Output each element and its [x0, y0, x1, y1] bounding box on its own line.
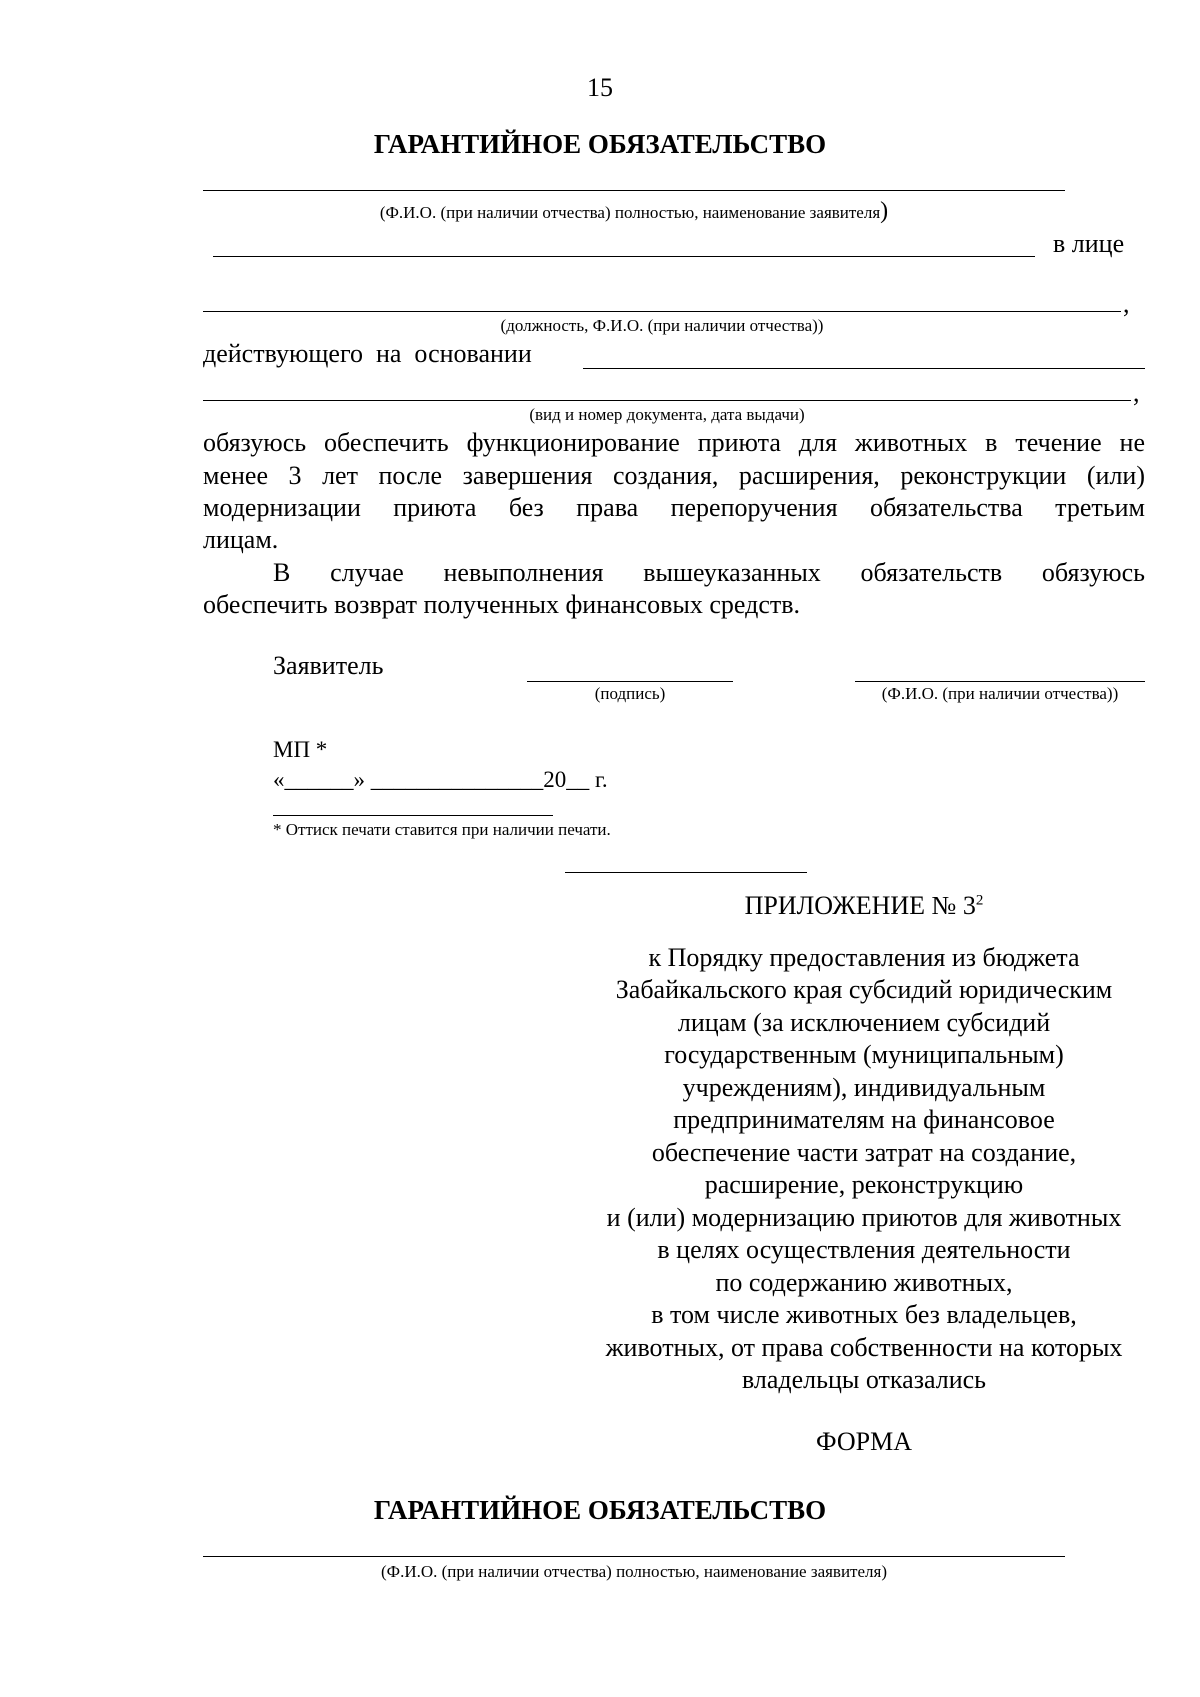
appendix-line-6: предпринимателям на финансовое: [673, 1105, 1055, 1134]
paragraph-2-line-1: В случае невыполнения вышеуказанных обязательств обязуюсь: [273, 558, 1145, 587]
appendix-line-14: владельцы отказались: [741, 1365, 987, 1394]
signature-caption: (подпись): [594, 684, 666, 703]
appendix-heading: [583, 890, 1145, 922]
appendix-line-8: расширение, реконструкцию: [704, 1170, 1024, 1199]
appendix-line-11: по содержанию животных,: [715, 1268, 1013, 1297]
form-2-title: ГАРАНТИЙНОЕ ОБЯЗАТЕЛЬСТВО: [373, 1495, 827, 1525]
in-person-line: [213, 256, 1035, 257]
fio-line: [855, 681, 1145, 682]
form-title: ГАРАНТИЙНОЕ ОБЯЗАТЕЛЬСТВО: [373, 129, 827, 159]
paragraph-1-line-3: модернизации приюта без права перепоручения обязательства третьим: [203, 493, 1145, 522]
applicant-caption-paren: ): [880, 198, 889, 224]
appendix-line-10: в целях осуществления деятельности: [657, 1235, 1071, 1264]
position-line: [203, 311, 1121, 312]
appendix-heading-text: ПРИЛОЖЕНИЕ № 3: [744, 891, 976, 920]
fio-caption: (Ф.И.О. (при наличии отчества)): [881, 684, 1119, 703]
paragraph-1-line-2: менее 3 лет после завершения создания, расширения, реконструкции (или): [203, 461, 1145, 490]
appendix-line-2: Забайкальского края субсидий юридическим: [615, 975, 1113, 1004]
in-person-label: в лице: [1053, 229, 1125, 258]
document-caption: (вид и номер документа, дата выдачи): [529, 405, 805, 424]
applicant-caption: [203, 198, 1065, 224]
document-line: [203, 400, 1131, 401]
comma-1: ,: [1123, 289, 1130, 318]
form-2-applicant-caption: (Ф.И.О. (при наличии отчества) полностью, наименование заявителя): [380, 1562, 887, 1581]
acting-basis-label: действующего на основании: [203, 339, 532, 368]
signature-line: [527, 681, 733, 682]
comma-2: ,: [1133, 378, 1140, 407]
appendix-line-5: учреждениям), индивидуальным: [682, 1073, 1046, 1102]
section-separator: [565, 872, 807, 873]
footnote-separator: [273, 815, 553, 816]
form-label: ФОРМА: [816, 1427, 912, 1456]
applicant-caption-text: (Ф.И.О. (при наличии отчества) полностью, наименование заявителя: [379, 203, 881, 222]
basis-line: [583, 368, 1145, 369]
position-caption: (должность, Ф.И.О. (при наличии отчества)): [500, 316, 824, 335]
stamp-label: МП *: [273, 737, 328, 762]
appendix-line-1: к Порядку предоставления из бюджета: [648, 943, 1080, 972]
date-line: «______» _______________20__ г.: [273, 767, 608, 792]
page-number: 15: [587, 73, 613, 102]
form-2-applicant-line: [203, 1556, 1065, 1557]
appendix-line-4: государственным (муниципальным): [664, 1040, 1064, 1069]
paragraph-1-line-1: обязуюсь обеспечить функционирование приюта для животных в течение не: [203, 428, 1145, 457]
paragraph-2-line-2: обеспечить возврат полученных финансовых средств.: [203, 590, 801, 619]
appendix-line-3: лицам (за исключением субсидий: [677, 1008, 1051, 1037]
applicant-name-line: [203, 190, 1065, 191]
appendix-heading-superscript: 2: [975, 892, 984, 909]
footnote: * Оттиск печати ставится при наличии печати.: [273, 820, 611, 839]
paragraph-1-line-4: лицам.: [203, 525, 279, 554]
appendix-line-13: животных, от права собственности на которых: [605, 1333, 1123, 1362]
appendix-line-7: обеспечение части затрат на создание,: [651, 1138, 1077, 1167]
appendix-line-9: и (или) модернизацию приютов для животных: [606, 1203, 1122, 1232]
appendix-line-12: в том числе животных без владельцев,: [651, 1300, 1077, 1329]
applicant-label: Заявитель: [273, 651, 384, 680]
